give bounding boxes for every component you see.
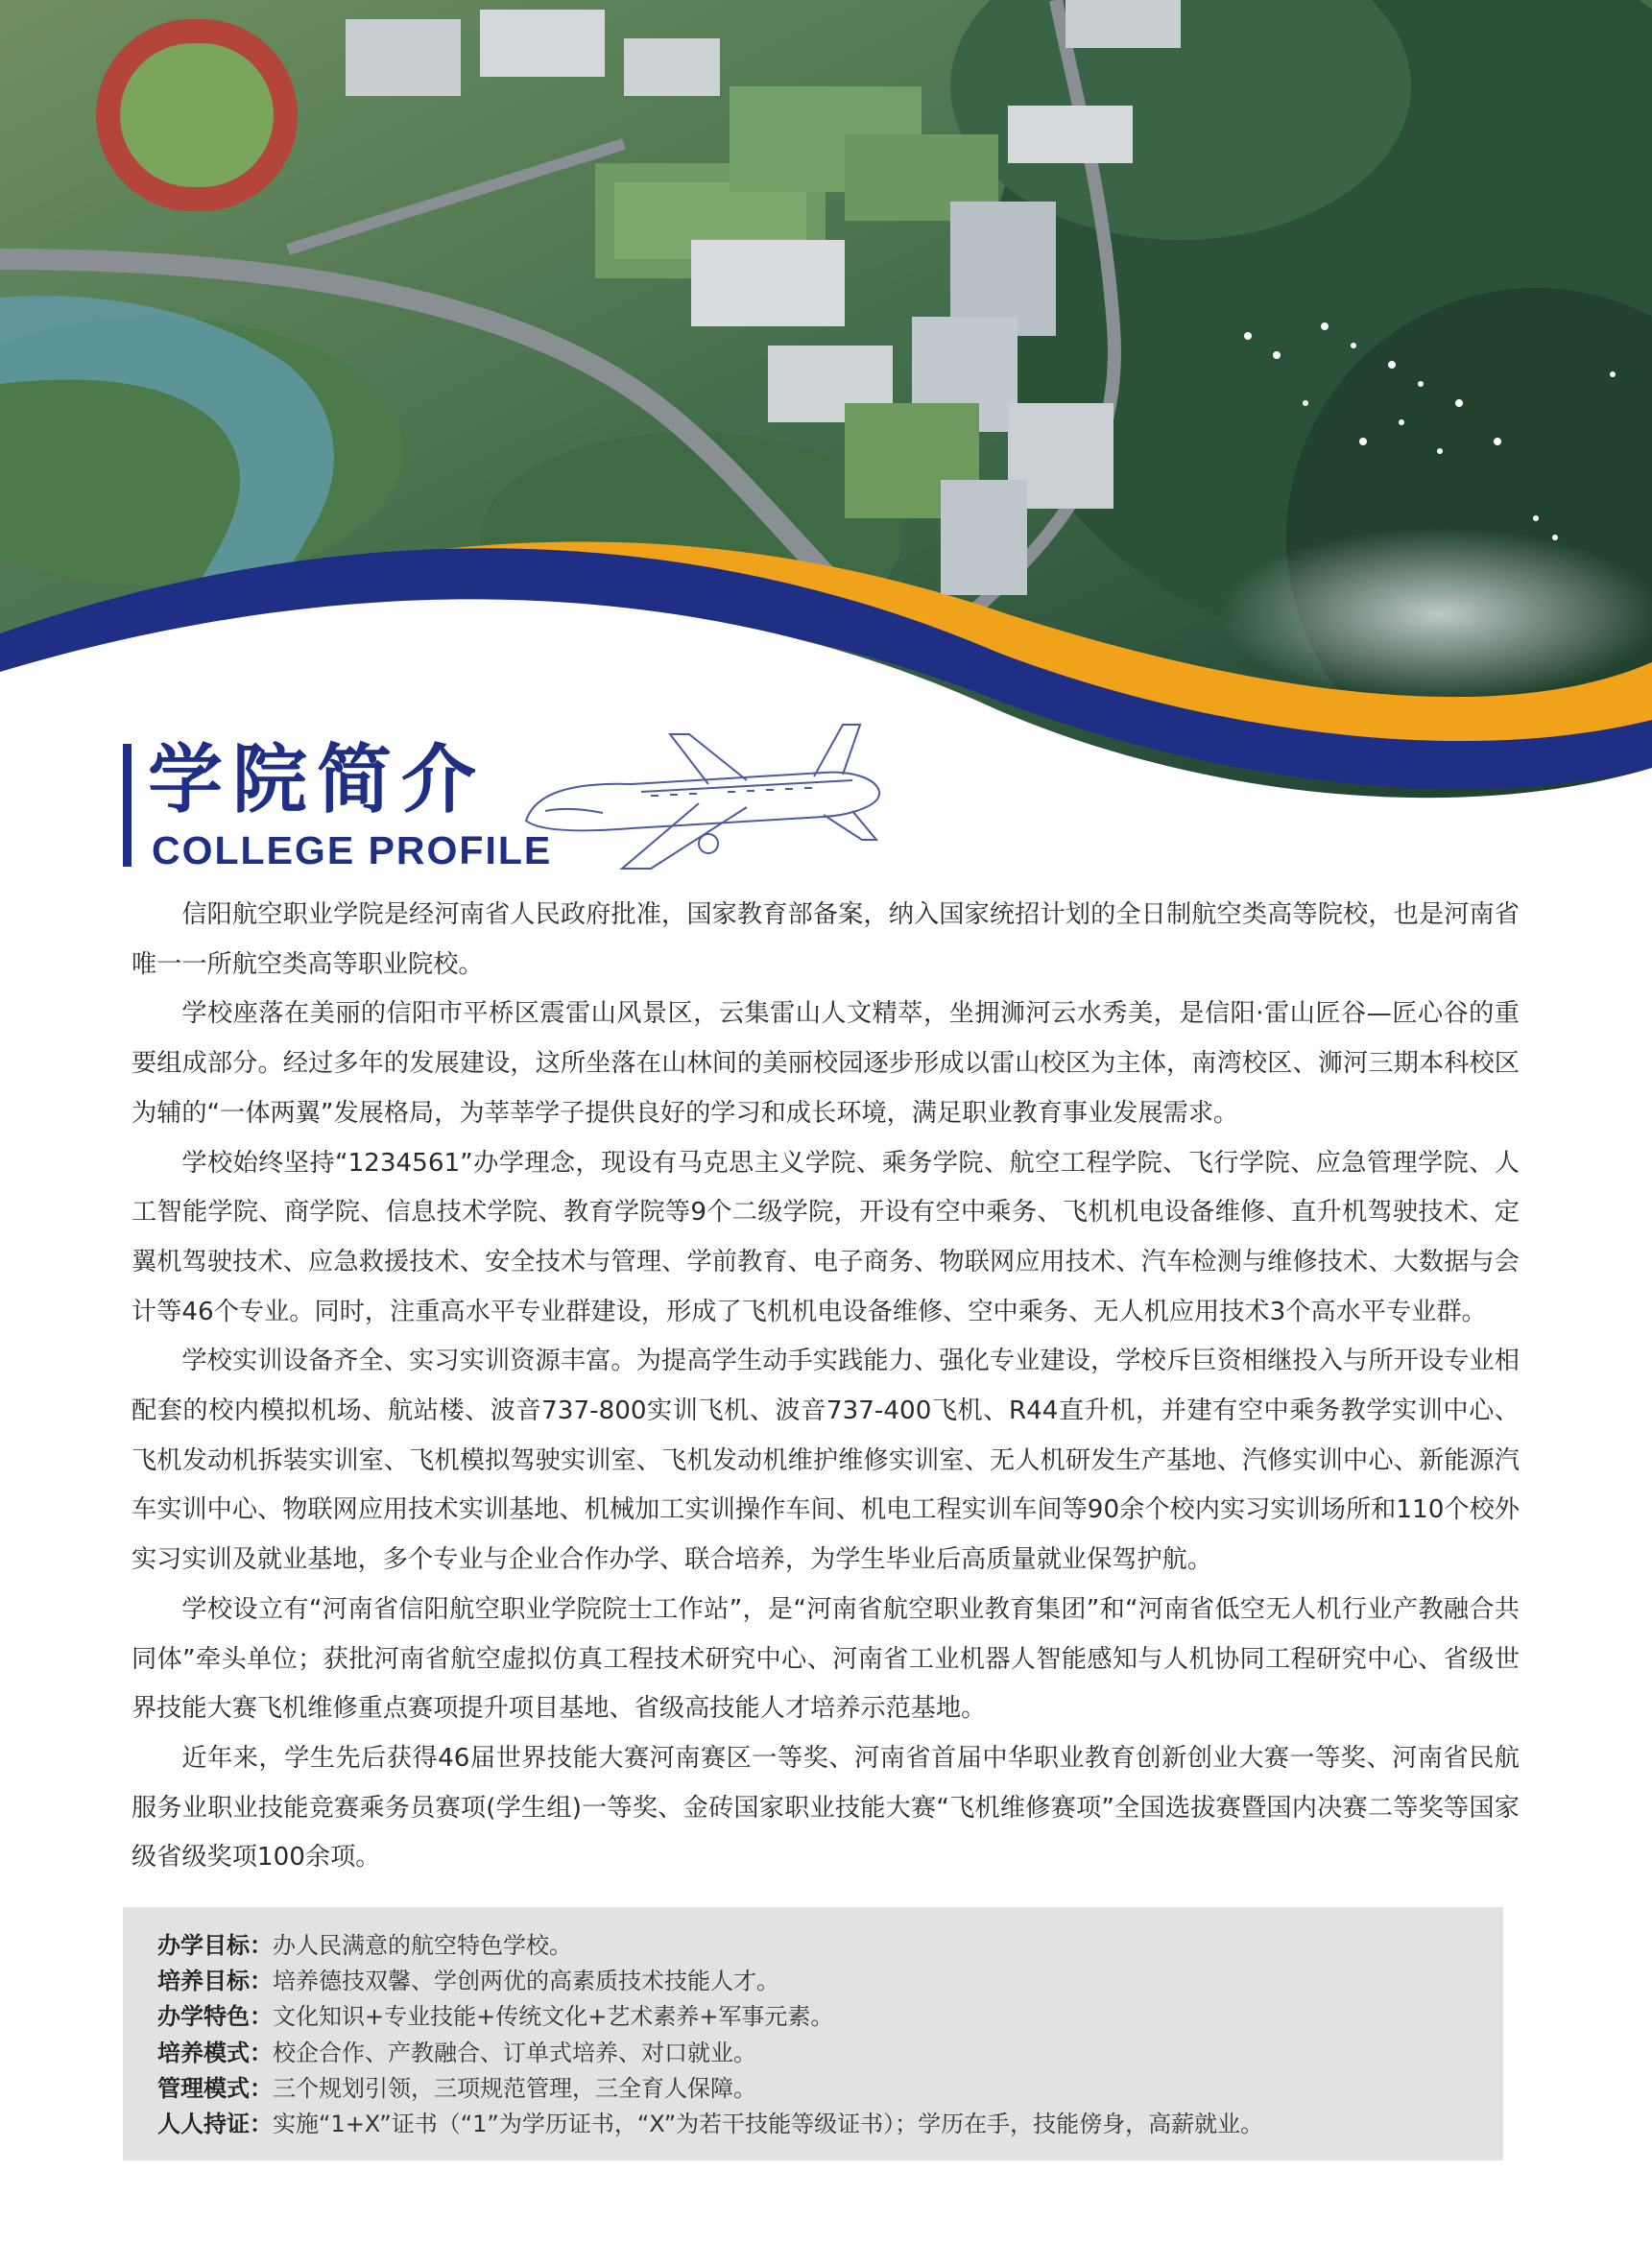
- goal-label: 办学特色：: [157, 2003, 273, 2031]
- goal-row: [157, 1999, 1503, 2035]
- page-title: 学院简介: [148, 737, 487, 823]
- goal-label: 办学目标：: [157, 1932, 273, 1959]
- intro-paragraph: 近年来，学生先后获得46届世界技能大赛河南赛区一等奖、河南省首届中华职业教育创新创业大赛一等奖、河南省民航服务业职业技能竞赛乘务员赛项(学生组)一等奖、金砖国家职业技能大赛“飞机维修赛项”全国选拔赛暨国内决赛二等奖等国家级省级奖项100余项。: [132, 1743, 1520, 1873]
- intro-paragraph: 学校实训设备齐全、实习实训资源丰富。为提高学生动手实践能力、强化专业建设，学校斥巨资相继投入与所开设专业相配套的校内模拟机场、航站楼、波音737-800实训飞机、波音737-400飞机、R44直升机，并建有空中乘务教学实训中心、飞机发动机拆装实训室、飞机模拟驾驶实训室、飞机发动机维护维修实训室、无人机研发生产基地、汽修实训中心、新能源汽车实训中心、物联网应用技术实训基地、机械加工实训操作车间、机电工程实训车间等90余个校内实习实训场所和110个校外实习实训及就业基地，多个专业与企业合作办学、联合培养，为学生毕业后高质量就业保驾护航。: [132, 1347, 1520, 1575]
- school-goals-box: [123, 1907, 1503, 2160]
- intro-paragraph: 学校设立有“河南省信阳航空职业学院院士工作站”，是“河南省航空职业教育集团”和“河南省低空无人机行业产教融合共同体”牵头单位；获批河南省航空虚拟仿真工程技术研究中心、河南省工业机器人智能感知与人机协同工程研究中心、省级世界技能大赛飞机维修重点赛项提升项目基地、省级高技能人才培养示范基地。: [132, 1594, 1520, 1724]
- goal-label: 培养目标：: [157, 1968, 273, 1995]
- airplane-icon: [507, 715, 891, 878]
- page-subtitle: COLLEGE PROFILE: [152, 828, 553, 872]
- goal-row: [157, 2107, 1503, 2142]
- goal-row: [157, 1964, 1503, 1999]
- goal-text: 办人民满意的航空特色学校。: [273, 1932, 572, 1959]
- heading-accent-bar: [123, 744, 132, 867]
- intro-paragraph: 学校始终坚持“1234561”办学理念，现设有马克思主义学院、乘务学院、航空工程学院、飞行学院、应急管理学院、人工智能学院、商学院、信息技术学院、教育学院等9个二级学院，开设有空中乘务、飞机机电设备维修、直升机驾驶技术、定翼机驾驶技术、应急救援技术、安全技术与管理、学前教育、电子商务、物联网应用技术、汽车检测与维修技术、大数据与会计等46个专业。同时，注重高水平专业群建设，形成了飞机机电设备维修、空中乘务、无人机应用技术3个高水平专业群。: [132, 1148, 1520, 1326]
- college-intro-text: [132, 891, 1520, 1883]
- goal-text: 培养德技双馨、学创两优的高素质技术技能人才。: [273, 1968, 779, 1995]
- goal-row: [157, 2036, 1503, 2071]
- goal-row: [157, 1928, 1503, 1964]
- running-track: [96, 19, 298, 211]
- intro-paragraph: 信阳航空职业学院是经河南省人民政府批准，国家教育部备案，纳入国家统招计划的全日制航空类高等院校，也是河南省唯一一所航空类高等职业院校。: [132, 900, 1520, 979]
- goal-label: 人人持证：: [157, 2111, 273, 2138]
- intro-paragraph: 学校座落在美丽的信阳市平桥区震雷山风景区，云集雷山人文精萃，坐拥浉河云水秀美，是信阳·雷山匠谷—匠心谷的重要组成部分。经过多年的发展建设，这所坐落在山林间的美丽校园逐步形成以雷山校区为主体，南湾校区、浉河三期本科校区为辅的“一体两翼”发展格局，为莘莘学子提供良好的学习和成长环境，满足职业教育事业发展需求。: [132, 999, 1520, 1128]
- goal-text: 实施“1+X”证书（“1”为学历证书，“X”为若干技能等级证书）；学历在手，技能傍身，高薪就业。: [273, 2111, 1264, 2138]
- goal-text: 校企合作、产教融合、订单式培养、对口就业。: [273, 2039, 756, 2066]
- goal-label: 培养模式：: [157, 2039, 273, 2066]
- campus-aerial-image: [0, 0, 1652, 806]
- goal-label: 管理模式：: [157, 2074, 273, 2102]
- goal-text: 三个规划引领，三项规范管理，三全育人保障。: [273, 2074, 756, 2102]
- goal-row: [157, 2071, 1503, 2107]
- goal-text: 文化知识+专业技能+传统文化+艺术素养+军事元素。: [273, 2003, 834, 2031]
